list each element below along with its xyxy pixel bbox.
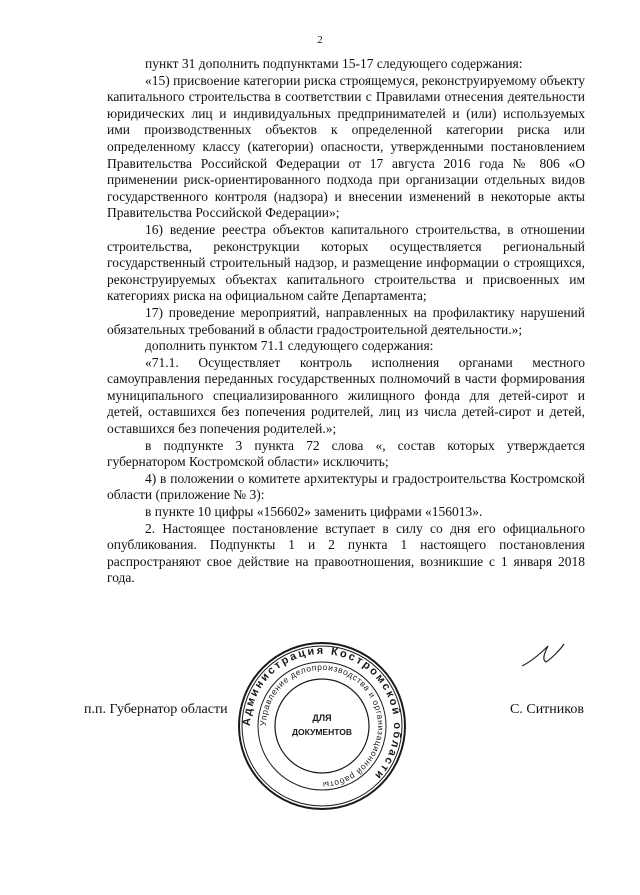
paragraph: 16) ведение реестра объектов капитального строительства, в отношении строительства, реконструкции которых осуществляется региональный государственный строительный надзор, и размещение информации о строящихся, реконструируемых объектах капитального строительства и присвоенных им категориях риска на официальном сайте Департамента; xyxy=(107,221,585,304)
paragraph: «71.1. Осуществляет контроль исполнения органами местного самоуправления переданных государственных полномочий в части формирования муниципального специализированного жилищного фонда для детей-сирот и детей, оставшихся без попечения родителей, лиц из числа детей-сирот и детей, оставшихся без попечения родителей.»; xyxy=(107,354,585,437)
paragraph: в подпункте 3 пункта 72 слова «, состав которых утверждается губернатором Костромской области» исключить; xyxy=(107,437,585,470)
paragraph: «15) присвоение категории риска строящемуся, реконструируемому объекту капитального строительства в соответствии с Правилами отнесения деятельности юридических лиц и индивидуальных предпринимателей и (или) используемых ими производственных объектов к определенной категории риска или определенному классу (категории) опасности, утвержденными постановлением Правительства Российской Федерации от 17 августа 2016 года № 806 «О применении риск-ориентированного подхода при организации отдельных видов государственного контроля (надзора) и внесении изменений в некоторые акты Правительства Российской Федерации»; xyxy=(107,72,585,221)
paragraph: пункт 31 дополнить подпунктами 15-17 следующего содержания: xyxy=(145,56,523,71)
signer-title: п.п. Губернатор области xyxy=(84,702,228,717)
paragraph: 17) проведение мероприятий, направленных на профилактику нарушений обязательных требований в области градостроительной деятельности.»; xyxy=(107,304,585,337)
signer-name: С. Ситников xyxy=(510,702,584,717)
document-body xyxy=(107,56,585,587)
paragraph: дополнить пунктом 71.1 следующего содержания: xyxy=(145,338,434,354)
stamp-center-line-1: ДЛЯ xyxy=(312,713,332,723)
handwritten-signature-icon xyxy=(518,640,568,670)
official-stamp xyxy=(232,636,412,816)
stamp-center-line-2: ДОКУМЕНТОВ xyxy=(292,727,352,737)
paragraph: в пункте 10 цифры «156602» заменить цифрами «156013». xyxy=(145,504,483,520)
stamp-outer-text: Администрация Костромской области xyxy=(240,644,404,783)
paragraph: 4) в положении о комитете архитектуры и градостроительства Костромской области (приложение № 3): xyxy=(107,470,585,503)
stamp-inner-text: Управление делопроизводства и организационной работы xyxy=(257,661,387,791)
page-number: 2 xyxy=(317,34,323,46)
svg-text:Управление делопроизводства и xyxy=(258,662,386,790)
paragraph: 2. Настоящее постановление вступает в силу со дня его официального опубликования. Подпункты 1 и 2 пункта 1 настоящего постановления распространяют свое действие на правоотношения, возникшие с 1 января 2018 года. xyxy=(107,520,585,586)
